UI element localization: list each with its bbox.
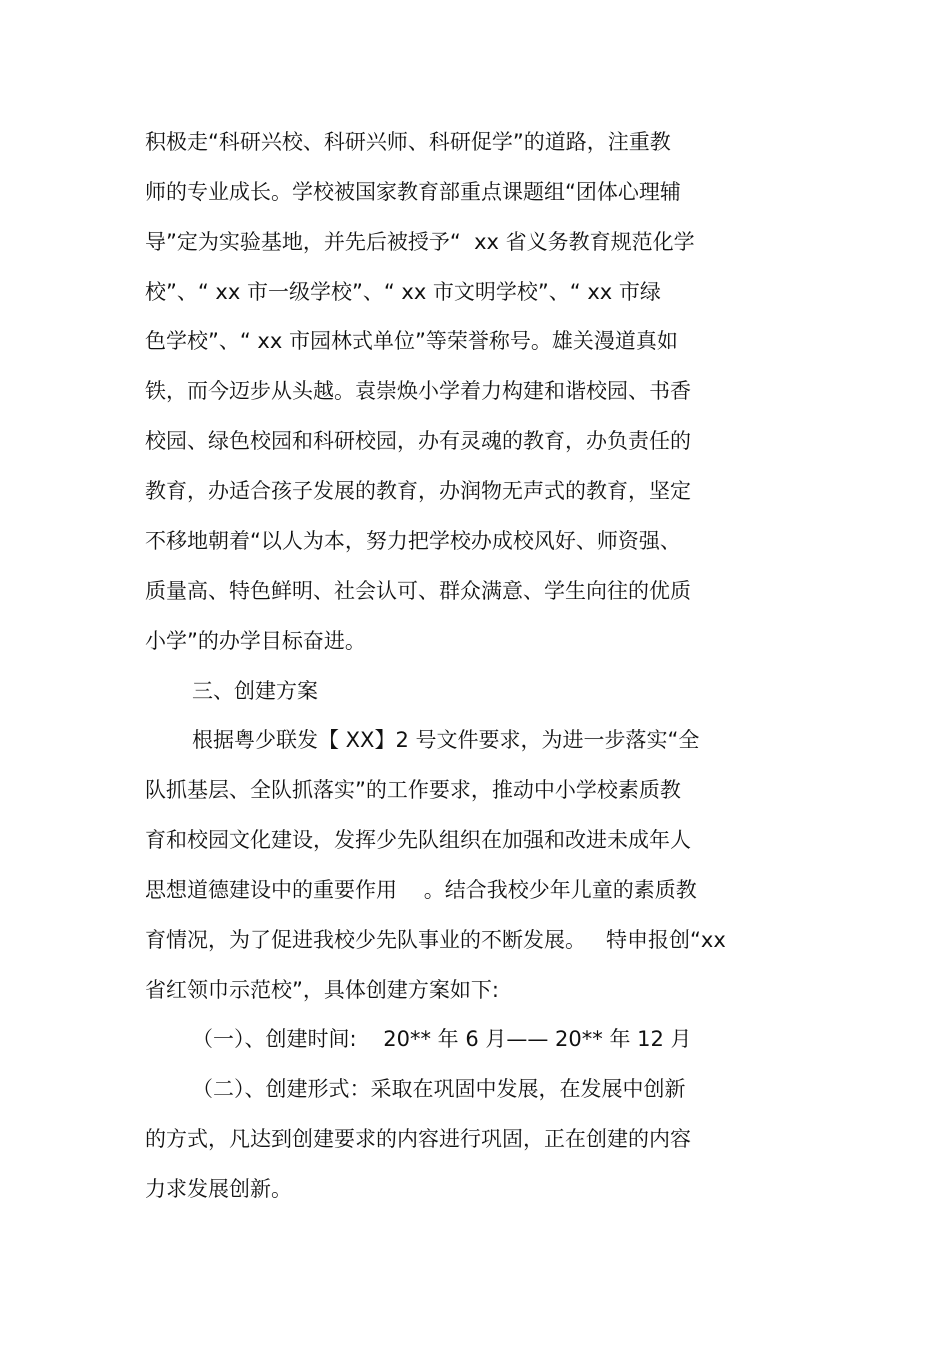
text-line: 育情况，为了促进我校少先队事业的不断发展。 特申报创“xx [145,928,726,952]
text-line: 省红领巾示范校”，具体创建方案如下: [145,978,499,1002]
text-line: 力求发展创新。 [145,1177,292,1201]
text-line: 导”定为实验基地，并先后被授予“ xx 省义务教育规范化学 [145,230,695,254]
text-line: 队抓基层、全队抓落实”的工作要求，推动中小学校素质教 [145,778,681,802]
text-line: 不移地朝着“以人为本，努力把学校办成校风好、师资强、 [145,529,681,553]
text-line: （二）、创建形式：采取在巩固中发展，在发展中创新 [192,1077,686,1101]
text-line: 根据粤少联发【 XX】2 号文件要求，为进一步落实“全 [192,728,700,752]
text-line: 思想道德建设中的重要作用 。结合我校少年儿童的素质教 [145,878,697,902]
text-line: 质量高、特色鲜明、社会认可、群众满意、学生向往的优质 [145,579,691,603]
text-line: 小学”的办学目标奋进。 [145,629,366,653]
text-line: 色学校”、“ xx 市园林式单位”等荣誉称号。雄关漫道真如 [145,329,678,353]
text-line: （一）、创建时间: 20** 年 6 月—— 20** 年 12 月 [192,1027,692,1051]
section-heading: 三、创建方案 [192,679,318,703]
text-line: 育和校园文化建设，发挥少先队组织在加强和改进未成年人 [145,828,691,852]
text-line: 校”、“ xx 市一级学校”、“ xx 市文明学校”、“ xx 市绿 [145,280,661,304]
text-line: 铁，而今迈步从头越。袁崇焕小学着力构建和谐校园、书香 [145,379,691,403]
text-line: 的方式，凡达到创建要求的内容进行巩固，正在创建的内容 [145,1127,691,1151]
text-line: 师的专业成长。学校被国家教育部重点课题组“团体心理辅 [145,180,681,204]
text-line: 积极走“科研兴校、科研兴师、科研促学”的道路，注重教 [145,130,671,154]
text-line: 校园、绿色校园和科研校园，办有灵魂的教育，办负责任的 [145,429,691,453]
text-line: 教育，办适合孩子发展的教育，办润物无声式的教育，坚定 [145,479,691,503]
